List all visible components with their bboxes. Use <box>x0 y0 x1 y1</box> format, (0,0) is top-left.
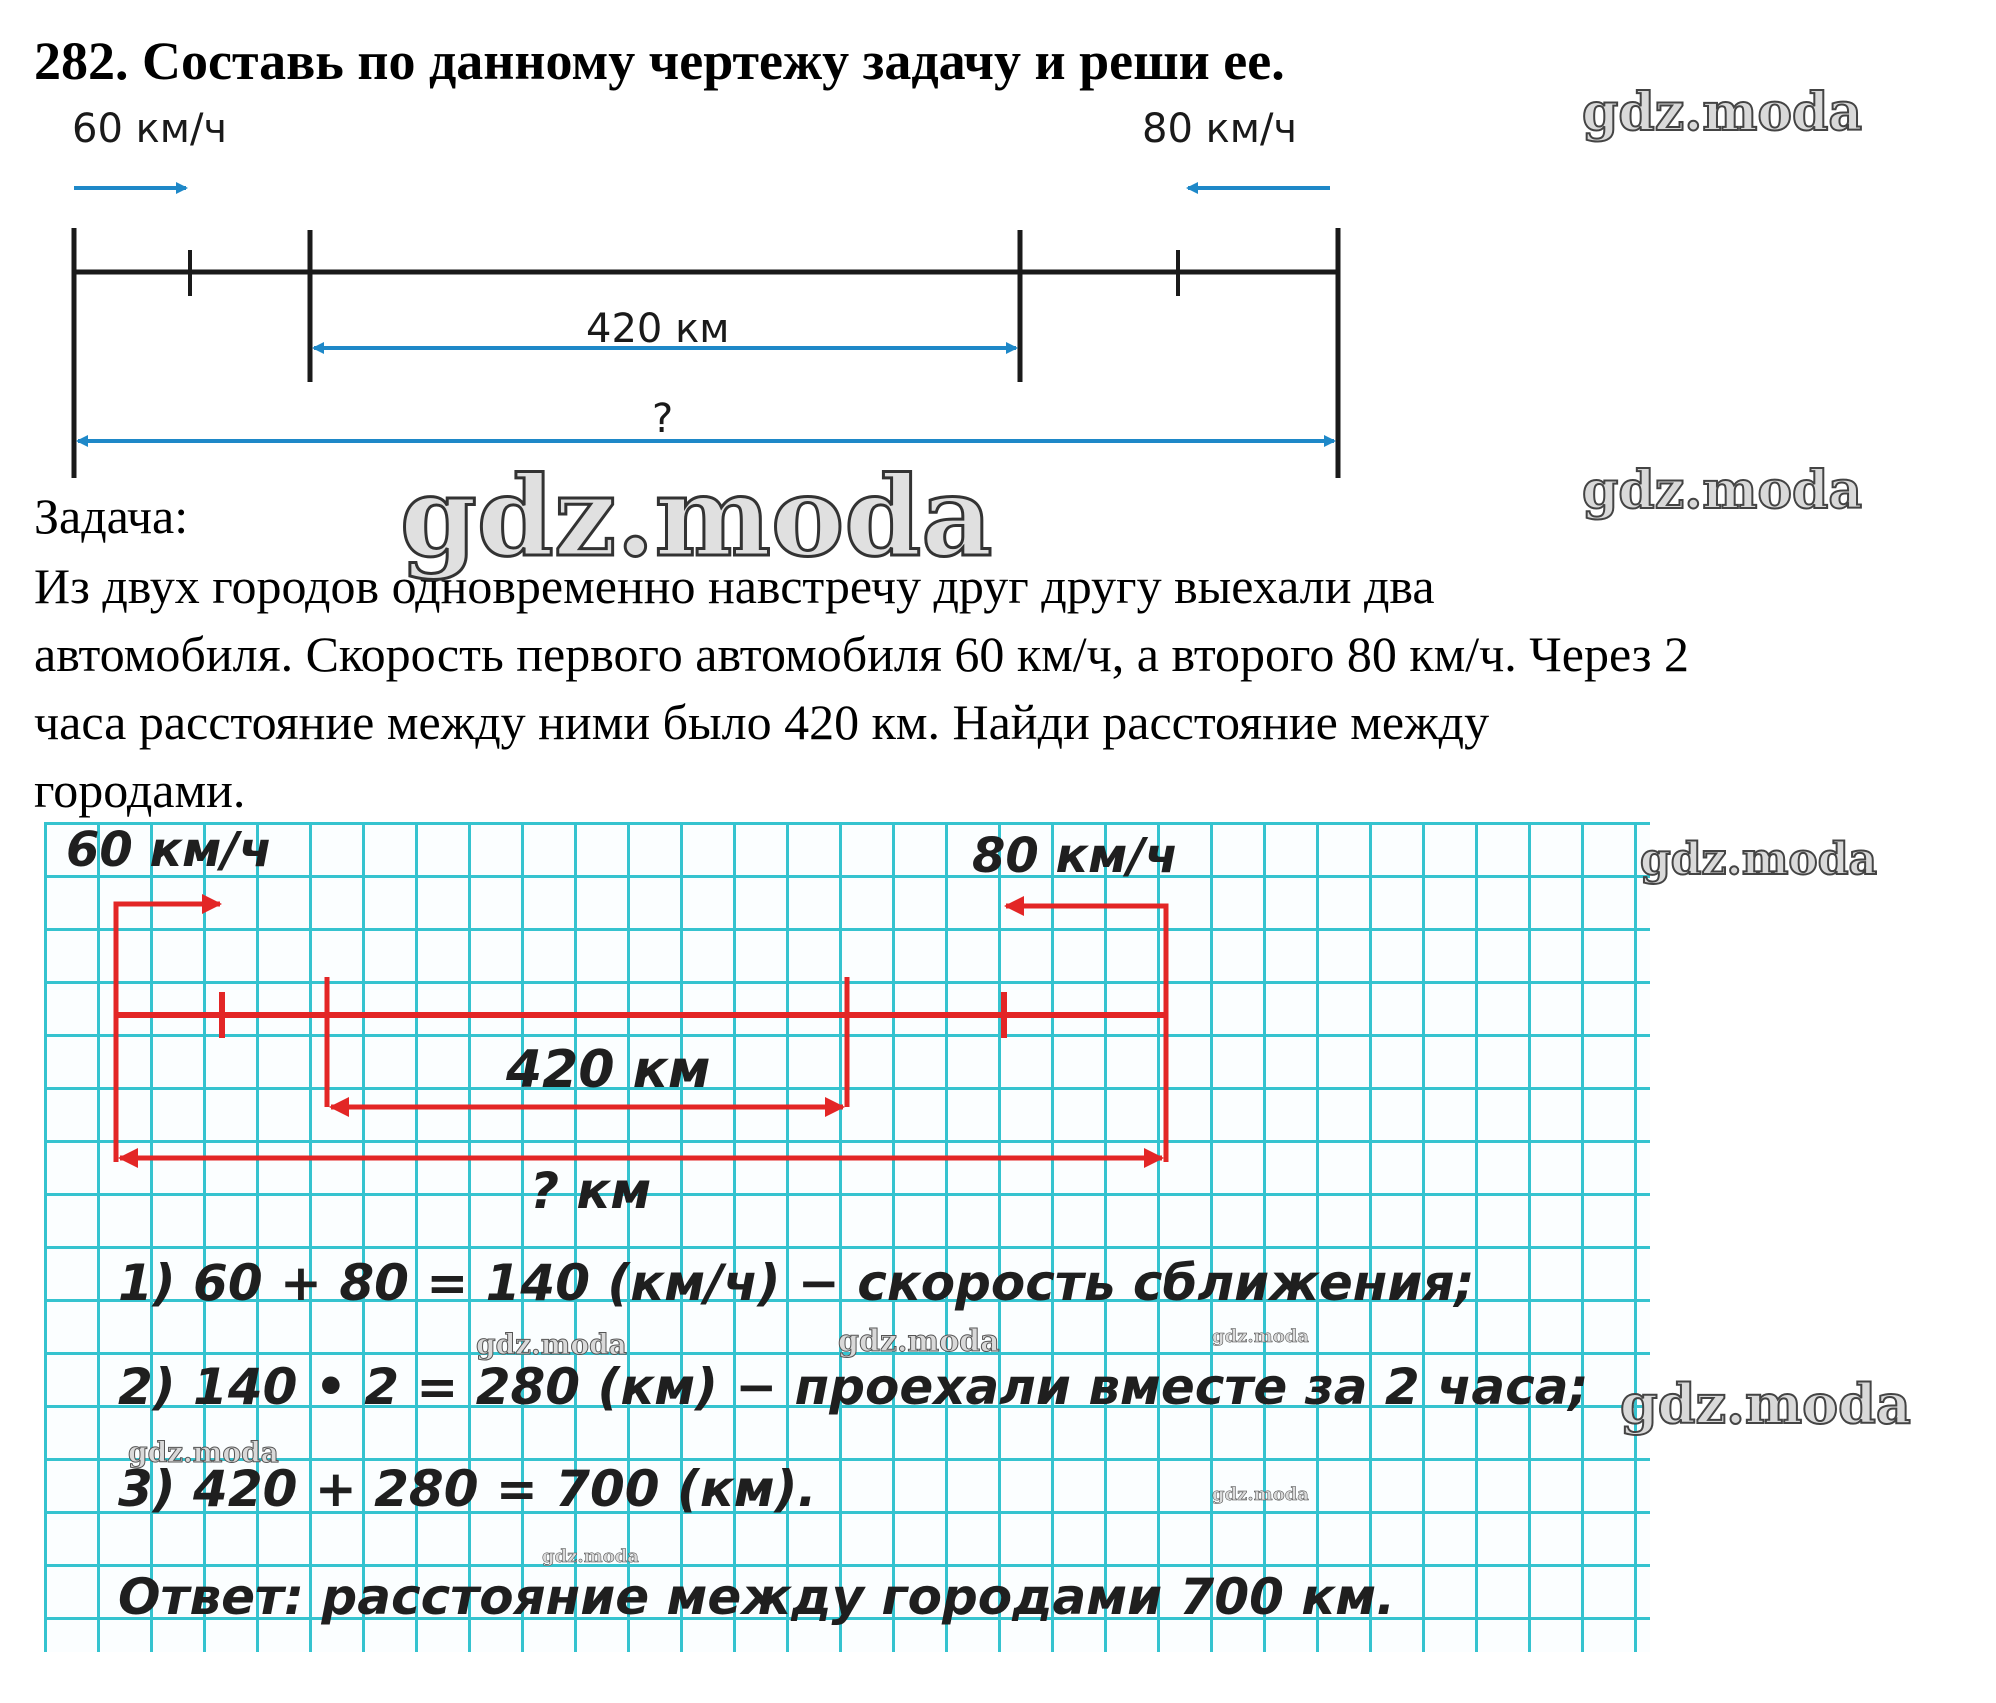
task-heading: 282. Составь по данному чертежу задачу и реши ее. <box>34 31 1285 91</box>
solution-grid-paper <box>44 822 1650 1652</box>
solution-answer: Ответ: расстояние между городами 700 км. <box>118 1568 1396 1626</box>
scheme-gap-label: 420 км <box>586 306 730 352</box>
task-line: Из двух городов одновременно навстречу друг другу выехали два <box>34 558 1435 614</box>
watermark: gdz.moda <box>1640 834 1878 885</box>
scheme-speed-left-label: 60 км/ч <box>72 106 228 152</box>
task-line: часа расстояние между ними было 420 км. Найди расстояние между <box>34 694 1490 750</box>
watermark-small: gdz.moda <box>1212 1326 1309 1347</box>
watermark-small: gdz.moda <box>1212 1484 1309 1505</box>
solution-speed-arrow-left <box>116 904 220 1015</box>
watermark-large: gdz.moda <box>400 452 993 581</box>
watermark-small: gdz.moda <box>476 1328 627 1361</box>
scheme-speed-right-label: 80 км/ч <box>1142 106 1298 152</box>
solution-gap-label: 420 км <box>506 1040 711 1100</box>
scheme-total-label: ? <box>652 396 674 442</box>
watermark-small: gdz.moda <box>128 1436 279 1469</box>
solution-step: 3) 420 + 280 = 700 (км). <box>118 1460 817 1518</box>
scheme-drawing <box>0 0 1996 500</box>
watermark: gdz.moda <box>1582 82 1863 143</box>
solution-speed-left-label: 60 км/ч <box>66 822 272 878</box>
task-line: автомобиля. Скорость первого автомобиля 60 км/ч, а второго 80 км/ч. Через 2 <box>34 626 1690 682</box>
solution-total-label: ? км <box>530 1162 652 1220</box>
solution-step: 1) 60 + 80 = 140 (км/ч) − скорость сближения; <box>118 1254 1475 1312</box>
solution-drawing <box>44 822 1650 1652</box>
task-label: Задача: <box>34 488 189 544</box>
solution-step: 2) 140 • 2 = 280 (км) − проехали вместе за 2 часа; <box>118 1358 1589 1416</box>
watermark: gdz.moda <box>1620 1372 1911 1436</box>
watermark-small: gdz.moda <box>542 1546 639 1567</box>
task-line: городами. <box>34 762 246 818</box>
solution-speed-arrow-right <box>1006 906 1166 1015</box>
watermark-small: gdz.moda <box>838 1324 1000 1359</box>
task-text <box>34 552 1994 824</box>
watermark: gdz.moda <box>1582 460 1863 521</box>
solution-speed-right-label: 80 км/ч <box>972 828 1178 884</box>
